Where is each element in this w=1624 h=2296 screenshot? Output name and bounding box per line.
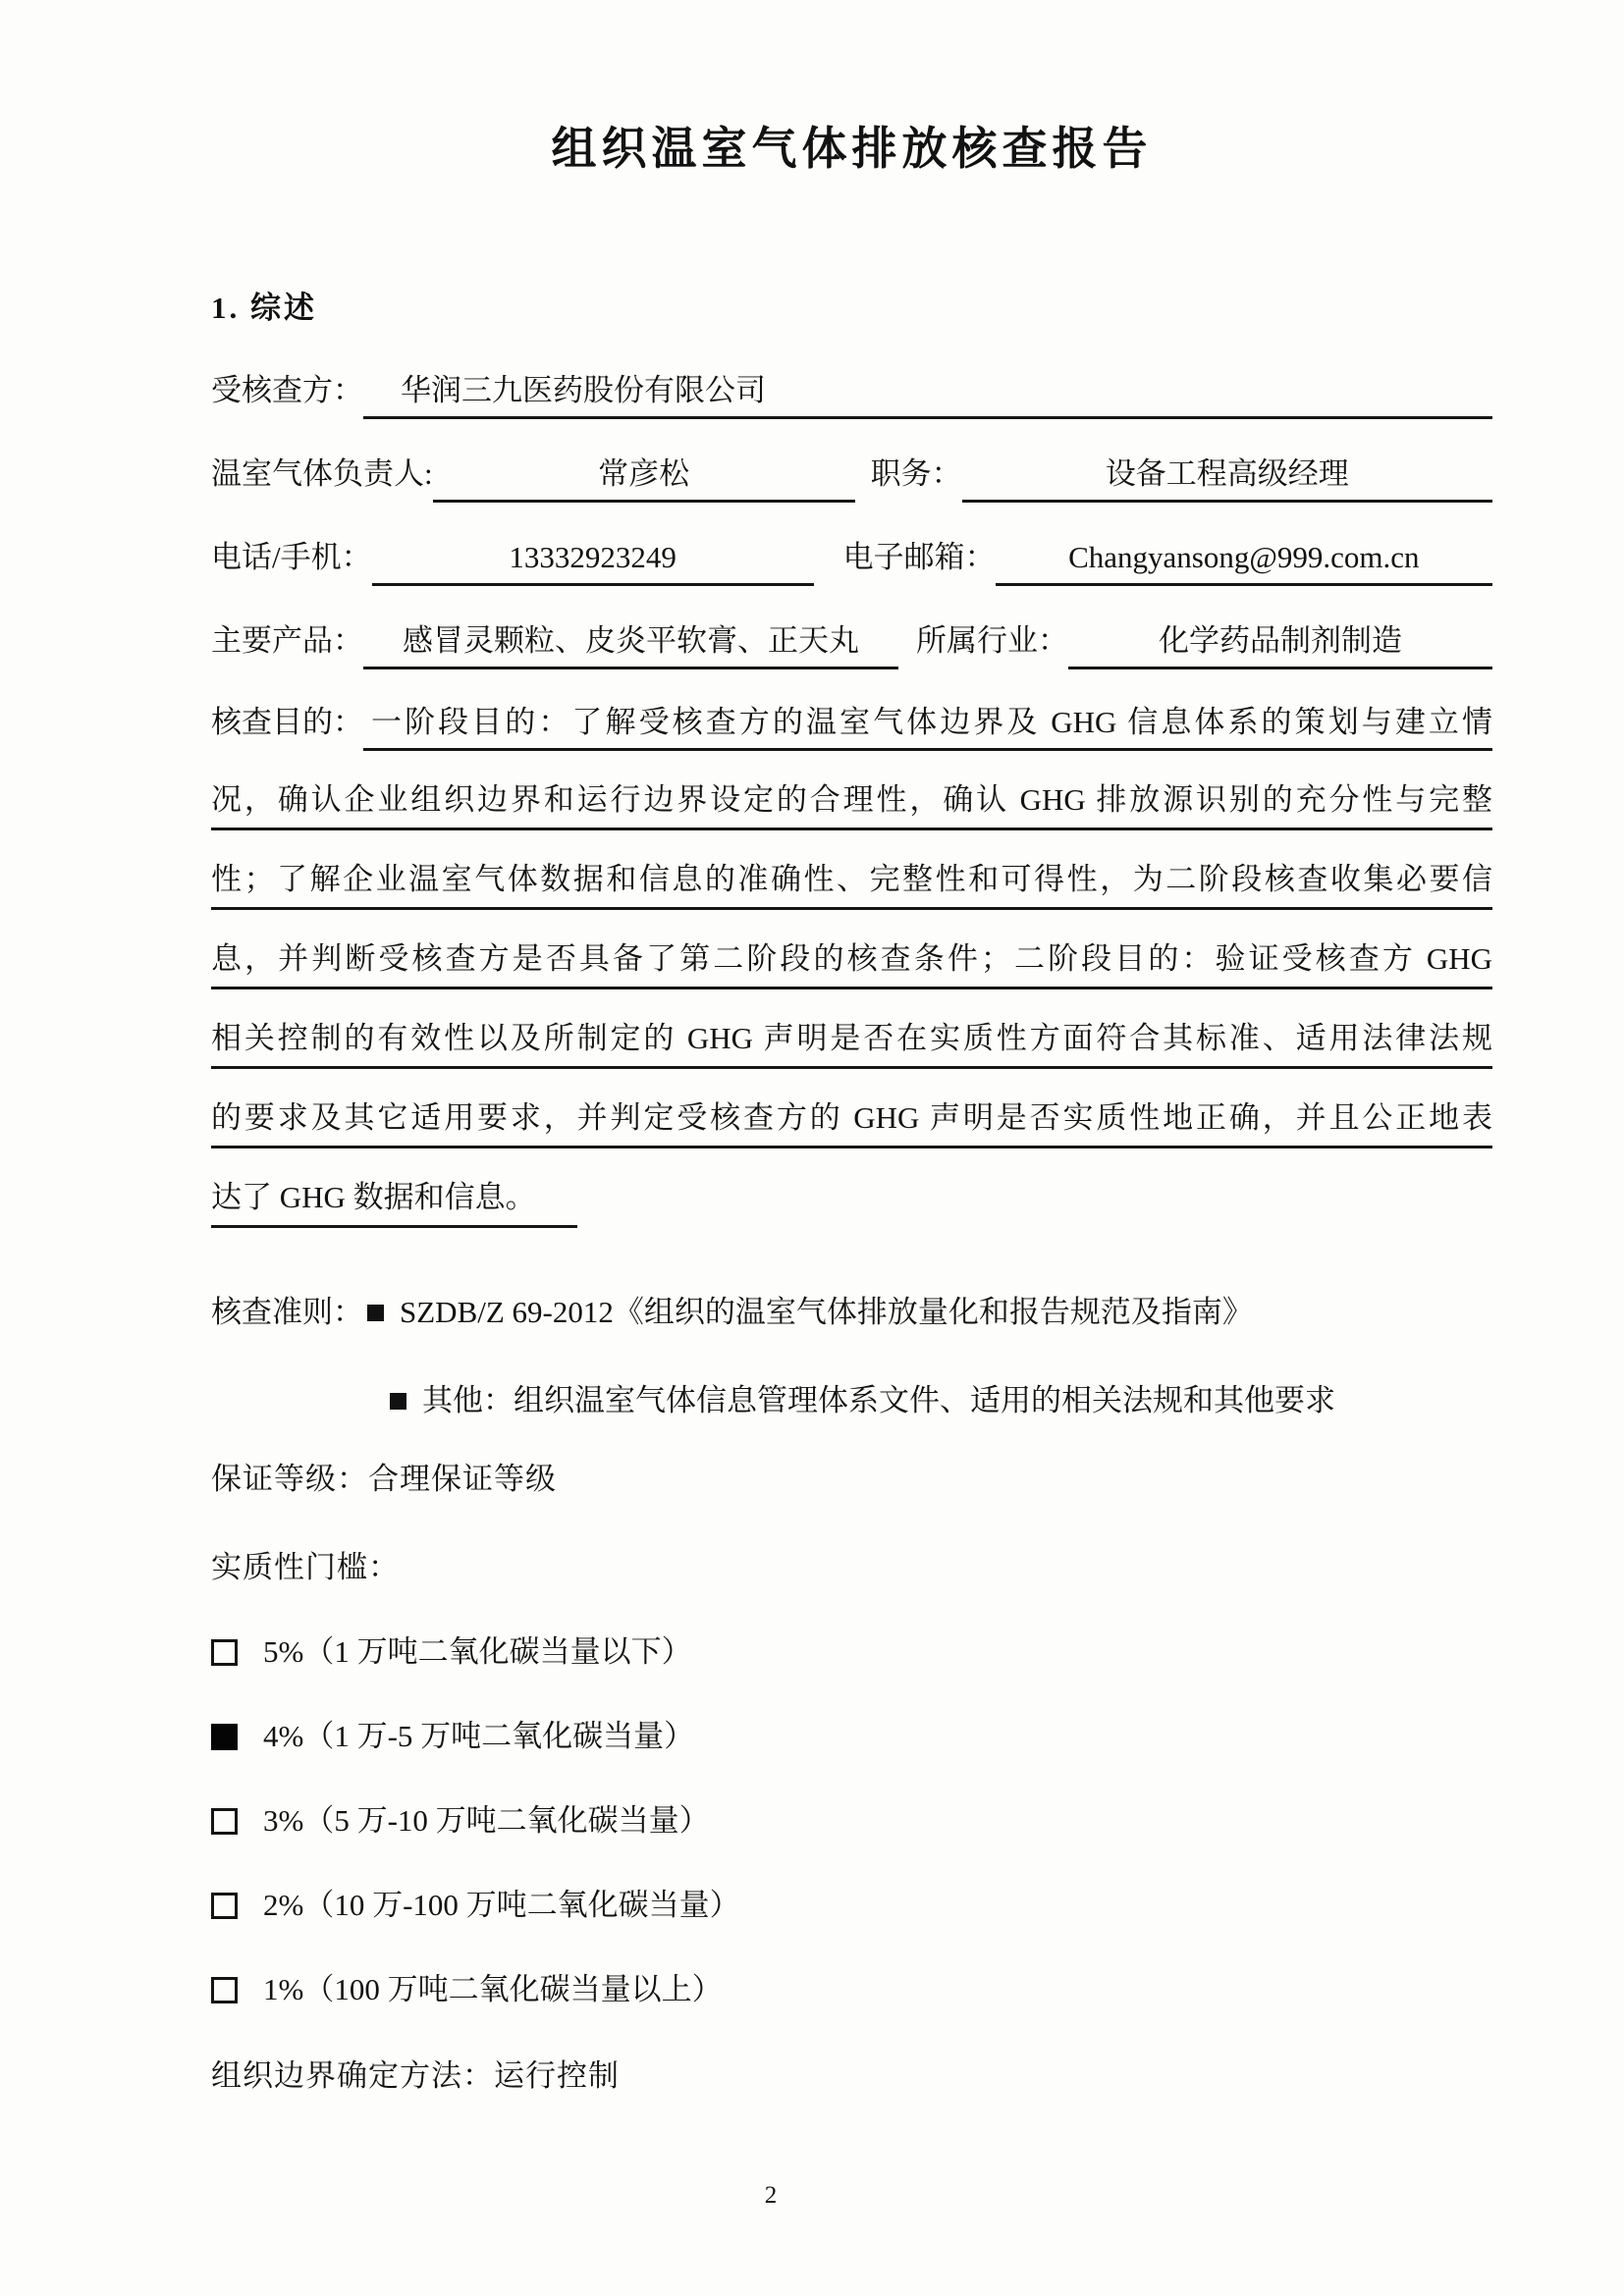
assurance-level-line — [211, 1460, 1492, 1499]
purpose-last-line-wrap — [211, 1148, 1492, 1228]
boundary-method-label: 组织边界确定方法： — [211, 2058, 494, 2093]
purpose-line-6: 达了 GHG 数据和信息。 — [211, 1179, 577, 1228]
purpose-label: 核查目的： — [211, 705, 363, 739]
main-products-label: 主要产品： — [211, 623, 363, 658]
verified-party-label: 受核查方： — [211, 373, 363, 407]
threshold-heading: 实质性门槛： — [211, 1550, 400, 1584]
criteria-row-standard — [211, 1293, 1492, 1332]
ghg-manager-value: 常彦松 — [433, 454, 855, 503]
position-value: 设备工程高级经理 — [962, 454, 1492, 503]
threshold-label: 5%（1 万吨二氧化碳当量以下） — [263, 1634, 692, 1669]
email-label: 电子邮箱： — [842, 540, 996, 574]
main-products-value: 感冒灵颗粒、皮炎平软膏、正天丸 — [363, 621, 898, 669]
section-heading: 1. 综述 — [211, 291, 317, 325]
industry-value: 化学药品制剂制造 — [1068, 621, 1492, 669]
threshold-option-5pct — [211, 1632, 1492, 1672]
purpose-first-line — [211, 703, 1492, 751]
threshold-label: 2%（10 万-100 万吨二氧化碳当量） — [263, 1888, 740, 1922]
criteria-item-standard: SZDB/Z 69-2012《组织的温室气体排放量化和报告规范及指南》 — [400, 1295, 1253, 1329]
threshold-option-3pct — [211, 1801, 1492, 1841]
threshold-label: 1%（100 万吨二氧化碳当量以上） — [263, 1972, 723, 2006]
purpose-line-0: 一阶段目的：了解受核查方的温室气体边界及 GHG 信息体系的策划与建立情 — [363, 703, 1492, 751]
boundary-method-value: 运行控制 — [494, 2058, 620, 2093]
field-row-ghg-manager — [211, 454, 1492, 503]
page-title: 组织温室气体排放核查报告 — [551, 124, 1153, 174]
purpose-line-5: 的要求及其它适用要求，并判定受核查方的 GHG 声明是否实质性地正确，并且公正地表 — [211, 1099, 1492, 1148]
purpose-line-3: 息，并判断受核查方是否具备了第二阶段的核查条件；二阶段目的：验证受核查方 GHG — [211, 940, 1492, 989]
threshold-option-4pct — [211, 1717, 1492, 1756]
ghg-manager-label: 温室气体负责人: — [211, 456, 433, 491]
filled-square-bullet-icon — [367, 1305, 384, 1321]
checkbox-icon — [211, 1639, 238, 1666]
phone-value: 13332923249 — [372, 538, 814, 586]
verified-party-value: 华润三九医药股份有限公司 — [363, 371, 1492, 419]
email-value: Changyansong@999.com.cn — [996, 538, 1492, 586]
purpose-line-2: 性；了解企业温室气体数据和信息的准确性、完整性和可得性，为二阶段核查收集必要信 — [211, 861, 1492, 910]
criteria-label: 核查准则： — [211, 1295, 363, 1329]
criteria-row-other — [386, 1381, 1492, 1420]
criteria-item-other: 其他：组织温室气体信息管理体系文件、适用的相关法规和其他要求 — [422, 1383, 1335, 1417]
threshold-label: 3%（5 万-10 万吨二氧化碳当量） — [263, 1803, 710, 1838]
checkbox-icon — [211, 1893, 238, 1919]
purpose-line-1: 况，确认企业组织边界和运行边界设定的合理性，确认 GHG 排放源识别的充分性与完整 — [211, 781, 1492, 830]
position-label: 职务： — [870, 456, 962, 491]
filled-square-bullet-icon — [390, 1393, 406, 1410]
phone-label: 电话/手机： — [211, 540, 372, 574]
threshold-label: 4%（1 万-5 万吨二氧化碳当量） — [263, 1719, 695, 1753]
assurance-value: 合理保证等级 — [368, 1462, 557, 1496]
field-row-phone-email — [211, 538, 1492, 586]
field-row-products-industry — [211, 621, 1492, 669]
threshold-option-2pct — [211, 1886, 1492, 1925]
checkbox-icon — [211, 1808, 238, 1835]
checkbox-icon — [211, 1977, 238, 2003]
threshold-option-1pct — [211, 1970, 1492, 2009]
industry-label: 所属行业： — [916, 623, 1068, 658]
assurance-label: 保证等级： — [211, 1462, 368, 1496]
purpose-line-4: 相关控制的有效性以及所制定的 GHG 声明是否在实质性方面符合其标准、适用法律法规 — [211, 1020, 1492, 1069]
checkbox-checked-icon — [211, 1724, 238, 1750]
field-row-verified-party — [211, 371, 1492, 419]
boundary-method-line — [211, 2056, 1492, 2096]
page-number: 2 — [764, 2182, 778, 2209]
